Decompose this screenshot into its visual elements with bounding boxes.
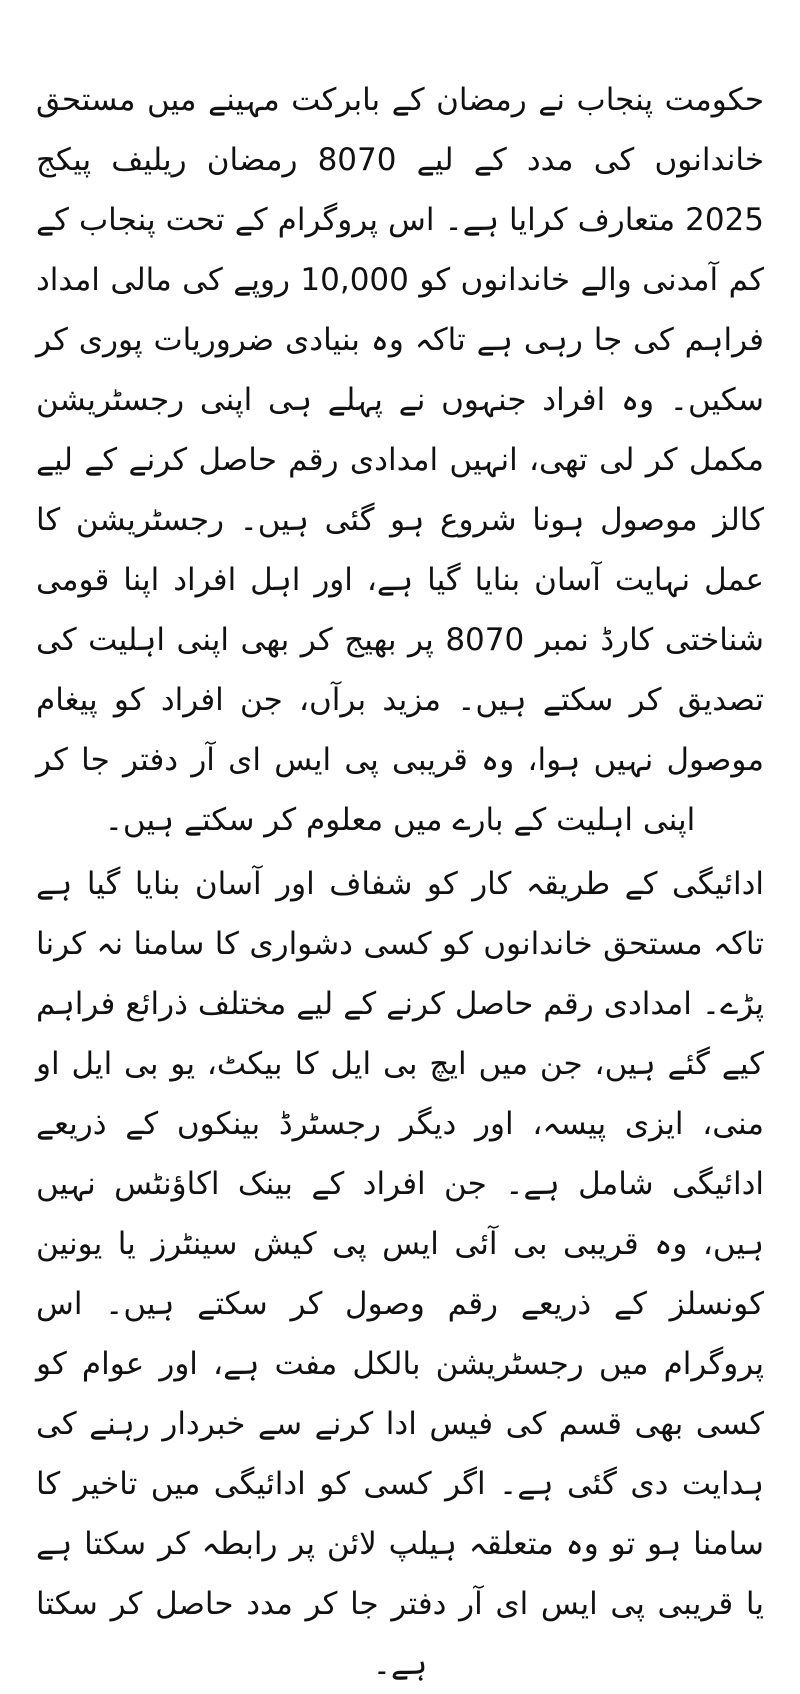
paragraph-relief-package: حکومت پنجاب نے رمضان کے بابرکت مہینے میں مستحق خاندانوں کی مدد کے لیے 8070 رمضان ریلیف پیکج 2025 متعارف کرایا ہے۔ اس پروگرام کے تحت پنجاب کے کم آمدنی والے خاندانوں کو 10,000 روپے کی مالی امداد فراہم کی جا رہی ہے تاکہ وہ بنیادی ضروریات پوری کر سکیں۔ وہ افراد جنہوں نے پہلے ہی اپنی رجسٹریشن مکمل کر لی تھی، انہیں امدادی رقم حاصل کرنے کے لیے کالز موصول ہونا شروع ہو گئی ہیں۔ رجسٹریشن کا عمل نہایت آسان بنایا گیا ہے، اور اہل افراد اپنا قومی شناختی کارڈ نمبر 8070 پر بھیج کر بھی اپنی اہلیت کی تصدیق کر سکتے ہیں۔ مزید برآں، جن افراد کو پیغام موصول نہیں ہوا، وہ قریبی پی ایس ای آر دفتر جا کر اپنی اہلیت کے بارے میں معلوم کر سکتے ہیں۔ <box>36 82 764 838</box>
paragraph-payment-methods: ادائیگی کے طریقہ کار کو شفاف اور آسان بنایا گیا ہے تاکہ مستحق خاندانوں کو کسی دشواری کا سامنا نہ کرنا پڑے۔ امدادی رقم حاصل کرنے کے لیے مختلف ذرائع فراہم کیے گئے ہیں، جن میں ایچ بی ایل کا بیکٹ، یو بی ایل او منی، ایزی پیسہ، اور دیگر رجسٹرڈ بینکوں کے ذریعے ادائیگی شامل ہے۔ جن افراد کے بینک اکاؤنٹس نہیں ہیں، وہ قریبی بی آئی ایس پی کیش سینٹرز یا یونین کونسلز کے ذریعے رقم وصول کر سکتے ہیں۔ اس پروگرام میں رجسٹریشن بالکل مفت ہے، اور عوام کو کسی بھی قسم کی فیس ادا کرنے سے خبردار رہنے کی ہدایت دی گئی ہے۔ اگر کسی کو ادائیگی میں تاخیر کا سامنا ہو تو وہ متعلقہ ہیلپ لائن پر رابطہ کر سکتا ہے یا قریبی پی ایس ای آر دفتر جا کر مدد حاصل کر سکتا ہے۔ <box>36 866 764 1682</box>
article-body <box>36 70 764 1694</box>
